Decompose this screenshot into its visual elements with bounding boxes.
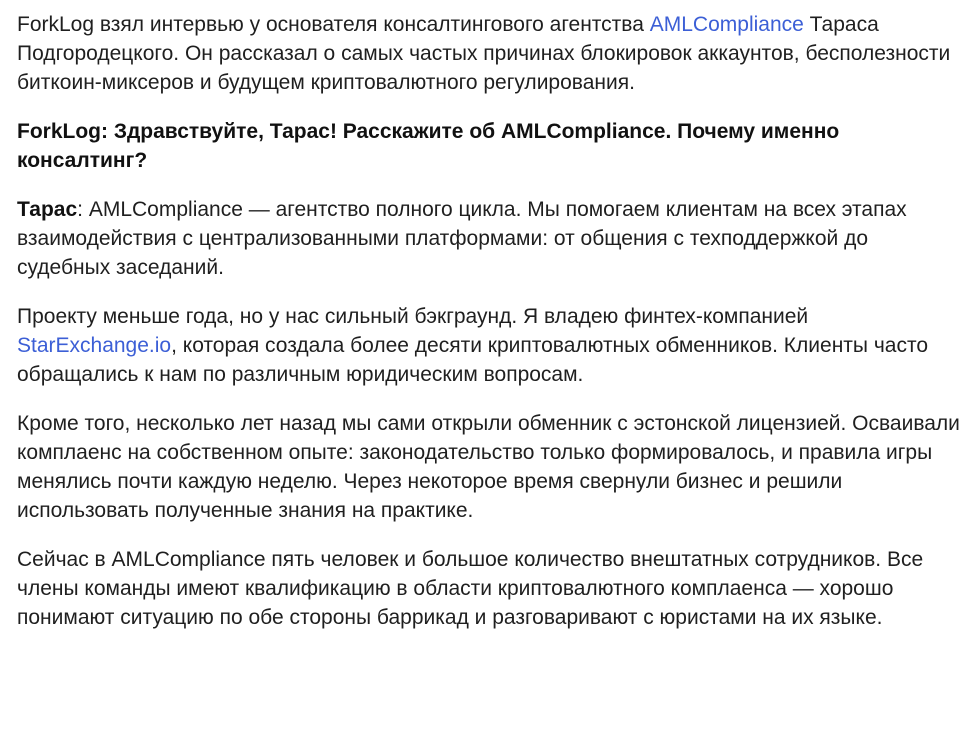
background-paragraph — [17, 302, 962, 389]
starexchange-link[interactable]: StarExchange.io — [17, 334, 172, 357]
background-text-end: , которая создала более десяти криптовалютных обменников. Клиенты часто обращались к нам по различным юридическим вопросам. — [17, 334, 929, 386]
background-text-start: Проекту меньше года, но у нас сильный бэкграунд. Я владею финтех-компанией — [17, 305, 809, 328]
intro-text-start: ForkLog взял интервью у основателя консалтингового агентства — [17, 13, 650, 36]
team-paragraph: Сейчас в AMLCompliance пять человек и большое количество внештатных сотрудников. Все члены команды имеют квалификацию в области криптовалютного комплаенса — хорошо понимают ситуацию по обе стороны баррикад и разговаривают с юристами на их языке. — [17, 548, 924, 629]
question-paragraph: ForkLog: Здравствуйте, Тарас! Расскажите об AMLCompliance. Почему именно консалтинг? — [17, 120, 840, 172]
intro-paragraph — [17, 10, 962, 97]
answer-paragraph — [17, 195, 962, 282]
amlcompliance-link[interactable]: AMLCompliance — [649, 13, 804, 36]
intro-text-end: Тараса Подгородецкого. Он рассказал о самых частых причинах блокировок аккаунтов, бесполезности биткоин-миксеров и будущем криптовалютного регулирования. — [17, 13, 951, 94]
speaker-name: Тарас — [17, 198, 78, 221]
history-paragraph: Кроме того, несколько лет назад мы сами открыли обменник с эстонской лицензией. Осваивали комплаенс на собственном опыте: законодательство только формировалось, и правила игры менялись почти каждую неделю. Через некоторое время свернули бизнес и решили использовать полученные знания на практике. — [17, 412, 960, 522]
answer-text: : AMLCompliance — агентство полного цикла. Мы помогаем клиентам на всех этапах взаимодействия с централизованными платформами: от общения с техподдержкой до судебных заседаний. — [17, 198, 907, 279]
